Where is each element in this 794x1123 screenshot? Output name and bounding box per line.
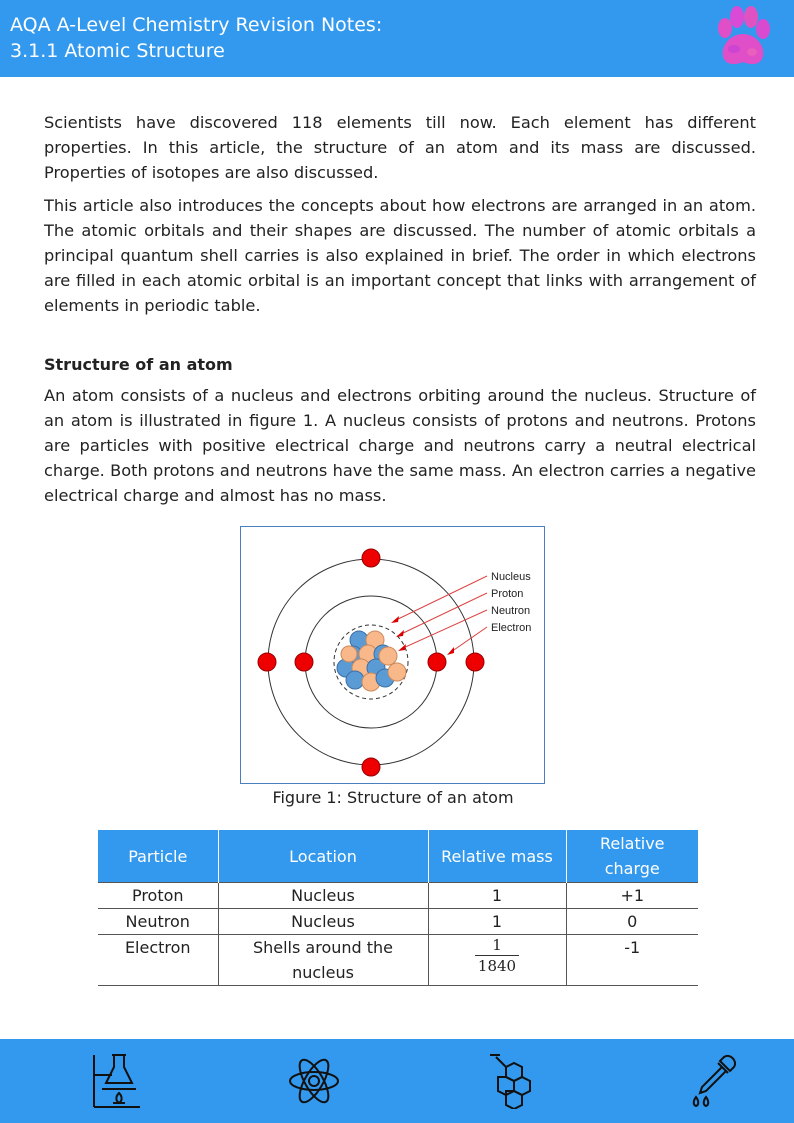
page-title: [10, 12, 382, 64]
table-row: [98, 909, 698, 935]
cell-mass: 1: [428, 883, 566, 909]
dropper-icon: [686, 1053, 742, 1109]
nucleus-particles: [337, 631, 406, 691]
paw-print-icon: [712, 4, 774, 70]
atom-diagram: [241, 527, 544, 783]
cell-charge: +1: [566, 883, 698, 909]
cell-location: Shells around the nucleus: [218, 935, 428, 986]
intro-paragraph-2: This article also introduces the concepts about how electrons are arranged in an atom. The atomic orbitals and their shapes are discussed. The number of atomic orbitals a principal quantum shell carries is also explained in brief. The order in which electrons are filled in each atomic orbital is an important concept that links with arrangement of elements in periodic table.: [44, 196, 756, 315]
cell-particle: Proton: [98, 883, 218, 909]
section-heading: Structure of an atom: [44, 355, 233, 374]
cell-location: Nucleus: [218, 909, 428, 935]
page-header: [0, 0, 794, 77]
cell-charge: 0: [566, 909, 698, 935]
bunsen-burner-flask-icon: [86, 1053, 142, 1109]
title-line-1: AQA A-Level Chemistry Revision Notes:: [10, 14, 383, 36]
section-paragraph: An atom consists of a nucleus and electrons orbiting around the nucleus. Structure of an atom is illustrated in figure 1. A nucleus consists of protons and neutrons. Protons are particles with positive electrical charge and neutrons carry a neutral electrical charge. Both protons and neutrons have the same mass. An electron carries a negative electrical charge and almost has no mass.: [44, 386, 756, 505]
intro-paragraph-1: Scientists have discovered 118 elements till now. Each element has different properties. In this article, the structure of an atom and its mass are discussed. Properties of isotopes are also discussed.: [44, 113, 756, 182]
molecule-structure-icon: [486, 1053, 542, 1109]
header-particle: Particle: [98, 830, 218, 883]
figure-caption: Figure 1: Structure of an atom: [272, 788, 514, 807]
header-relative-mass: Relative mass: [428, 830, 566, 883]
table-row: [98, 935, 698, 986]
pointer-arrowheads: [391, 616, 454, 655]
label-pointers: [394, 576, 487, 652]
fraction-numerator: 1: [492, 936, 502, 954]
header-relative-charge: Relative charge: [566, 830, 698, 883]
label-electron: Electron: [491, 622, 532, 634]
label-nucleus: Nucleus: [491, 571, 531, 583]
atom-icon: [286, 1053, 342, 1109]
cell-mass: 1: [428, 909, 566, 935]
cell-location: Nucleus: [218, 883, 428, 909]
table-header-row: [98, 830, 698, 883]
atom-figure: [240, 526, 545, 784]
page-footer: [0, 1039, 794, 1123]
label-neutron: Neutron: [491, 605, 531, 617]
table-row: [98, 883, 698, 909]
label-proton: Proton: [491, 588, 524, 600]
title-line-2: 3.1.1 Atomic Structure: [10, 40, 225, 62]
fraction-denominator: 1840: [475, 955, 519, 976]
cell-mass: [428, 935, 566, 986]
cell-particle: Neutron: [98, 909, 218, 935]
particle-table: [98, 830, 698, 986]
main-content: [44, 110, 756, 516]
cell-charge: -1: [566, 935, 698, 986]
cell-particle: Electron: [98, 935, 218, 986]
header-location: Location: [218, 830, 428, 883]
mass-fraction: [475, 935, 519, 976]
